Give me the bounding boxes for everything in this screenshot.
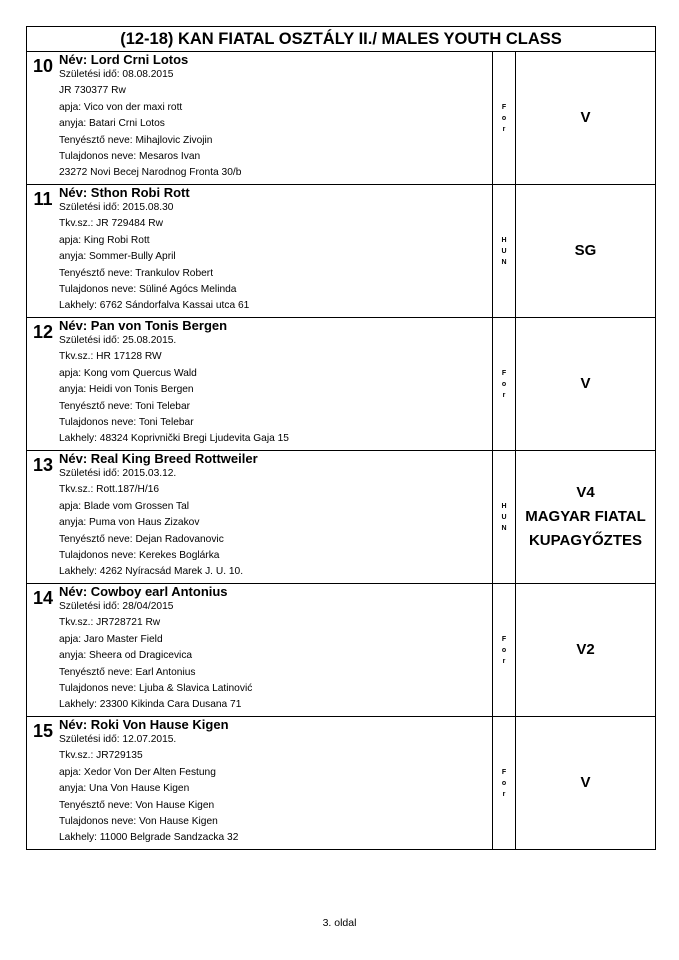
entry-details: [59, 451, 492, 583]
country-code: [492, 717, 516, 849]
detail-line: Tulajdonos neve: Toni Telebar: [59, 417, 194, 429]
country-letter: H: [501, 502, 507, 510]
detail-line: Tkv.sz.: JR 729484 Rw: [59, 218, 163, 230]
dog-name: Név: Real King Breed Rottweiler: [59, 451, 258, 466]
grade-result: [516, 451, 655, 583]
entry-details: [59, 52, 492, 184]
country-letter: o: [501, 779, 507, 787]
detail-line: anyja: Batari Crni Lotos: [59, 118, 165, 130]
country-letter: F: [501, 103, 507, 111]
detail-line: Születési idő: 25.08.2015.: [59, 335, 177, 346]
country-letter: o: [501, 114, 507, 122]
detail-line: Tenyésztő neve: Toni Telebar: [59, 400, 191, 412]
page-number: 3. oldal: [322, 917, 357, 929]
grade-result: [516, 52, 655, 184]
country-code: [492, 451, 516, 583]
grade-line: V: [580, 774, 591, 791]
entry-details: [59, 318, 492, 450]
country-letter: U: [501, 513, 507, 521]
country-code: [492, 318, 516, 450]
country-letter: F: [501, 768, 507, 776]
detail-line: Tulajdonos neve: Ljuba & Slavica Latinović: [59, 683, 253, 695]
country-letter: U: [501, 247, 507, 255]
entry-row: [27, 184, 655, 317]
detail-line: JR 730377 Rw: [59, 85, 126, 97]
detail-line: Tkv.sz.: Rott.187/H/16: [59, 484, 160, 496]
dog-name: Név: Sthon Robi Rott: [59, 185, 190, 200]
entry-row: [27, 583, 655, 716]
dog-name: Név: Cowboy earl Antonius: [59, 584, 228, 599]
grade-line: MAGYAR FIATAL: [525, 508, 646, 525]
entry-number: 10: [32, 56, 54, 76]
entry-details: [59, 584, 492, 716]
entry-row: [27, 716, 655, 849]
detail-line: apja: Xedor Von Der Alten Festung: [59, 766, 216, 778]
country-code: [492, 584, 516, 716]
entry-number: 14: [32, 588, 54, 608]
country-letter: r: [502, 657, 506, 665]
country-letter: o: [501, 380, 507, 388]
detail-line: Születési idő: 2015.03.12.: [59, 468, 177, 479]
grade-result: [516, 185, 655, 317]
detail-line: apja: Jaro Master Field: [59, 633, 163, 645]
country-letter: r: [502, 125, 506, 133]
detail-line: Tenyésztő neve: Mihajlovic Zivojin: [59, 134, 213, 146]
detail-line: Tulajdonos neve: Süliné Agócs Melinda: [59, 284, 237, 296]
country-letter: r: [502, 391, 506, 399]
detail-line: Lakhely: 48324 Koprivnički Bregi Ljudevita Gaja 15: [59, 433, 289, 445]
country-letter: F: [501, 635, 507, 643]
entries-list: [27, 52, 655, 849]
entry-number: 15: [32, 721, 54, 741]
entry-number: 13: [32, 455, 54, 475]
country-letter: o: [501, 646, 507, 654]
grade-result: [516, 318, 655, 450]
detail-line: Lakhely: 6762 Sándorfalva Kassai utca 61: [59, 300, 250, 312]
detail-line: Lakhely: 23300 Kikinda Cara Dusana 71: [59, 699, 242, 711]
detail-line: Születési idő: 12.07.2015.: [59, 734, 177, 745]
detail-line: Születési idő: 2015.08.30: [59, 202, 174, 213]
entry-details: [59, 185, 492, 317]
country-letter: H: [501, 236, 507, 244]
entry-number: 11: [33, 189, 53, 209]
detail-line: Tenyésztő neve: Trankulov Robert: [59, 267, 214, 279]
detail-line: anyja: Una Von Hause Kigen: [59, 783, 190, 795]
detail-line: Tenyésztő neve: Dejan Radovanovic: [59, 533, 224, 545]
country-letter: N: [501, 524, 507, 532]
country-code: [492, 185, 516, 317]
class-title: (12-18) KAN FIATAL OSZTÁLY II./ MALES YOUTH CLASS: [27, 27, 655, 52]
detail-line: anyja: Sheera od Dragicevica: [59, 650, 193, 662]
grade-line: KUPAGYŐZTES: [528, 532, 643, 549]
detail-line: apja: Vico von der maxi rott: [59, 101, 183, 113]
detail-line: apja: Blade vom Grossen Tal: [59, 500, 190, 512]
detail-line: Születési idő: 08.08.2015: [59, 69, 174, 80]
dog-name: Név: Pan von Tonis Bergen: [59, 318, 228, 333]
detail-line: anyja: Sommer-Bully April: [59, 251, 176, 263]
country-code: [492, 52, 516, 184]
entry-number: 12: [32, 322, 54, 342]
entry-row: [27, 450, 655, 583]
grade-line: V: [580, 109, 591, 126]
detail-line: Születési idő: 28/04/2015: [59, 601, 174, 612]
detail-line: Tkv.sz.: HR 17128 RW: [59, 351, 162, 363]
detail-line: Lakhely: 4262 Nyíracsád Marek J. U. 10.: [59, 566, 244, 578]
dog-name: Név: Lord Crni Lotos: [59, 52, 189, 67]
grade-line: V4: [576, 484, 595, 501]
detail-line: anyja: Puma von Haus Zizakov: [59, 517, 200, 529]
detail-line: 23272 Novi Becej Narodnog Fronta 30/b: [59, 167, 242, 179]
country-letter: N: [501, 258, 507, 266]
country-letter: F: [501, 369, 507, 377]
detail-line: Tkv.sz.: JR728721 Rw: [59, 617, 161, 629]
dog-name: Név: Roki Von Hause Kigen: [59, 717, 229, 732]
detail-line: Tenyésztő neve: Von Hause Kigen: [59, 799, 215, 811]
catalog-table: [26, 26, 656, 850]
country-letter: r: [502, 790, 506, 798]
detail-line: Tenyésztő neve: Earl Antonius: [59, 666, 196, 678]
entry-details: [59, 717, 492, 849]
detail-line: apja: Kong vom Quercus Wald: [59, 367, 197, 379]
detail-line: Tulajdonos neve: Mesaros Ivan: [59, 151, 201, 163]
detail-line: Tulajdonos neve: Kerekes Boglárka: [59, 550, 220, 562]
grade-line: V: [580, 375, 591, 392]
detail-line: anyja: Heidi von Tonis Bergen: [59, 384, 194, 396]
detail-line: Lakhely: 11000 Belgrade Sandzacka 32: [59, 832, 239, 844]
detail-line: apja: King Robi Rott: [59, 234, 150, 246]
detail-line: Tulajdonos neve: Von Hause Kigen: [59, 816, 218, 828]
entry-row: [27, 317, 655, 450]
detail-line: Tkv.sz.: JR729135: [59, 750, 143, 762]
grade-line: SG: [574, 242, 597, 259]
grade-line: V2: [576, 641, 595, 658]
grade-result: [516, 584, 655, 716]
entry-row: [27, 52, 655, 184]
grade-result: [516, 717, 655, 849]
